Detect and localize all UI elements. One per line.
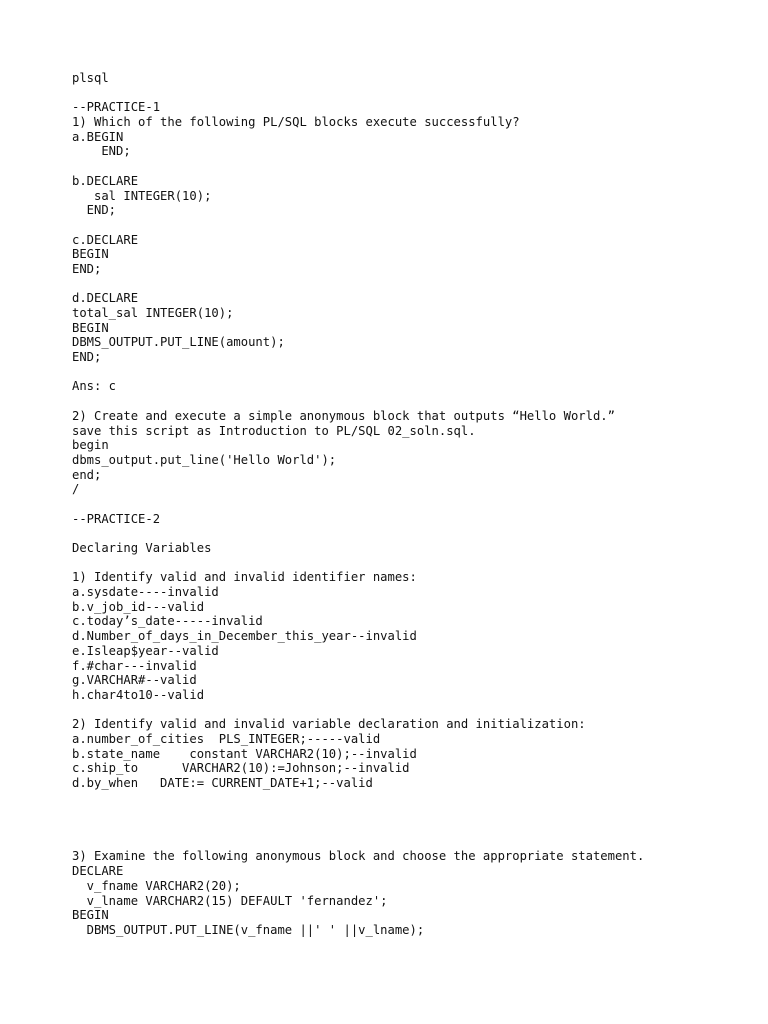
line-14: END; xyxy=(72,261,102,276)
blank-line xyxy=(72,526,752,541)
line-31: --PRACTICE-2 xyxy=(72,511,161,526)
line-26: begin xyxy=(72,438,109,453)
line-38: c.today’s_date-----invalid xyxy=(72,614,263,629)
blank-line xyxy=(72,218,752,233)
line-12: c.DECLARE xyxy=(72,232,139,247)
line-19: DBMS_OUTPUT.PUT_LINE(amount); xyxy=(72,335,285,350)
line-35: 1) Identify valid and invalid identifier names: xyxy=(72,570,417,585)
blank-line xyxy=(72,159,752,174)
blank-line xyxy=(72,277,752,292)
blank-line xyxy=(72,791,752,806)
line-49: d.by_when DATE:= CURRENT_DATE+1;--valid xyxy=(72,776,373,790)
line-55: DECLARE xyxy=(72,864,124,879)
line-59: DBMS_OUTPUT.PUT_LINE(v_fname ||' ' ||v_lname); xyxy=(72,922,425,937)
line-4: 1) Which of the following PL/SQL blocks execute successfully? xyxy=(72,115,520,130)
line-41: f.#char---invalid xyxy=(72,658,197,673)
line-22: Ans: c xyxy=(72,379,117,394)
blank-line xyxy=(72,86,752,101)
line-56: v_fname VARCHAR2(20); xyxy=(72,878,241,893)
line-20: END; xyxy=(72,350,102,365)
line-33: Declaring Variables xyxy=(72,541,212,555)
line-9: sal INTEGER(10); xyxy=(72,188,212,203)
line-5: a.BEGIN xyxy=(72,129,124,144)
line-16: d.DECLARE xyxy=(72,291,139,306)
line-25: save this script as Introduction to PL/SQL 02_soln.sql. xyxy=(72,423,476,438)
line-37: b.v_job_id---valid xyxy=(72,599,205,614)
blank-line xyxy=(72,820,752,835)
line-17: total_sal INTEGER(10); xyxy=(72,306,234,320)
line-1: plsql xyxy=(72,71,109,85)
line-40: e.Isleap$year--valid xyxy=(72,643,219,658)
line-42: g.VARCHAR#--valid xyxy=(72,673,197,688)
blank-line xyxy=(72,835,752,850)
line-54: 3) Examine the following anonymous block and choose the appropriate statement. xyxy=(72,849,645,864)
line-27: dbms_output.put_line('Hello World'); xyxy=(72,452,337,467)
line-45: 2) Identify valid and invalid variable declaration and initialization: xyxy=(72,717,586,732)
line-8: b.DECLARE xyxy=(72,173,139,188)
line-24: 2) Create and execute a simple anonymous block that outputs “Hello World.” xyxy=(72,408,615,423)
line-18: BEGIN xyxy=(72,320,109,335)
line-39: d.Number_of_days_in_December_this_year--invalid xyxy=(72,629,417,644)
line-57: v_lname VARCHAR2(15) DEFAULT 'fernandez'; xyxy=(72,893,388,908)
blank-line xyxy=(72,556,752,571)
line-6: END; xyxy=(72,144,131,159)
blank-line xyxy=(72,703,752,718)
line-58: BEGIN xyxy=(72,908,109,923)
line-29: / xyxy=(72,482,80,497)
line-3: --PRACTICE-1 xyxy=(72,100,161,115)
line-46: a.number_of_cities PLS_INTEGER;-----valid xyxy=(72,731,381,746)
line-36: a.sysdate----invalid xyxy=(72,585,219,600)
line-10: END; xyxy=(72,203,117,218)
line-47: b.state_name constant VARCHAR2(10);--invalid xyxy=(72,746,417,761)
line-48: c.ship_to VARCHAR2(10):=Johnson;--invalid xyxy=(72,761,410,776)
blank-line xyxy=(72,497,752,512)
blank-line xyxy=(72,394,752,409)
line-43: h.char4to10--valid xyxy=(72,687,205,702)
blank-line xyxy=(72,805,752,820)
line-13: BEGIN xyxy=(72,247,109,262)
document-page xyxy=(72,71,752,938)
blank-line xyxy=(72,365,752,380)
line-28: end; xyxy=(72,467,102,482)
